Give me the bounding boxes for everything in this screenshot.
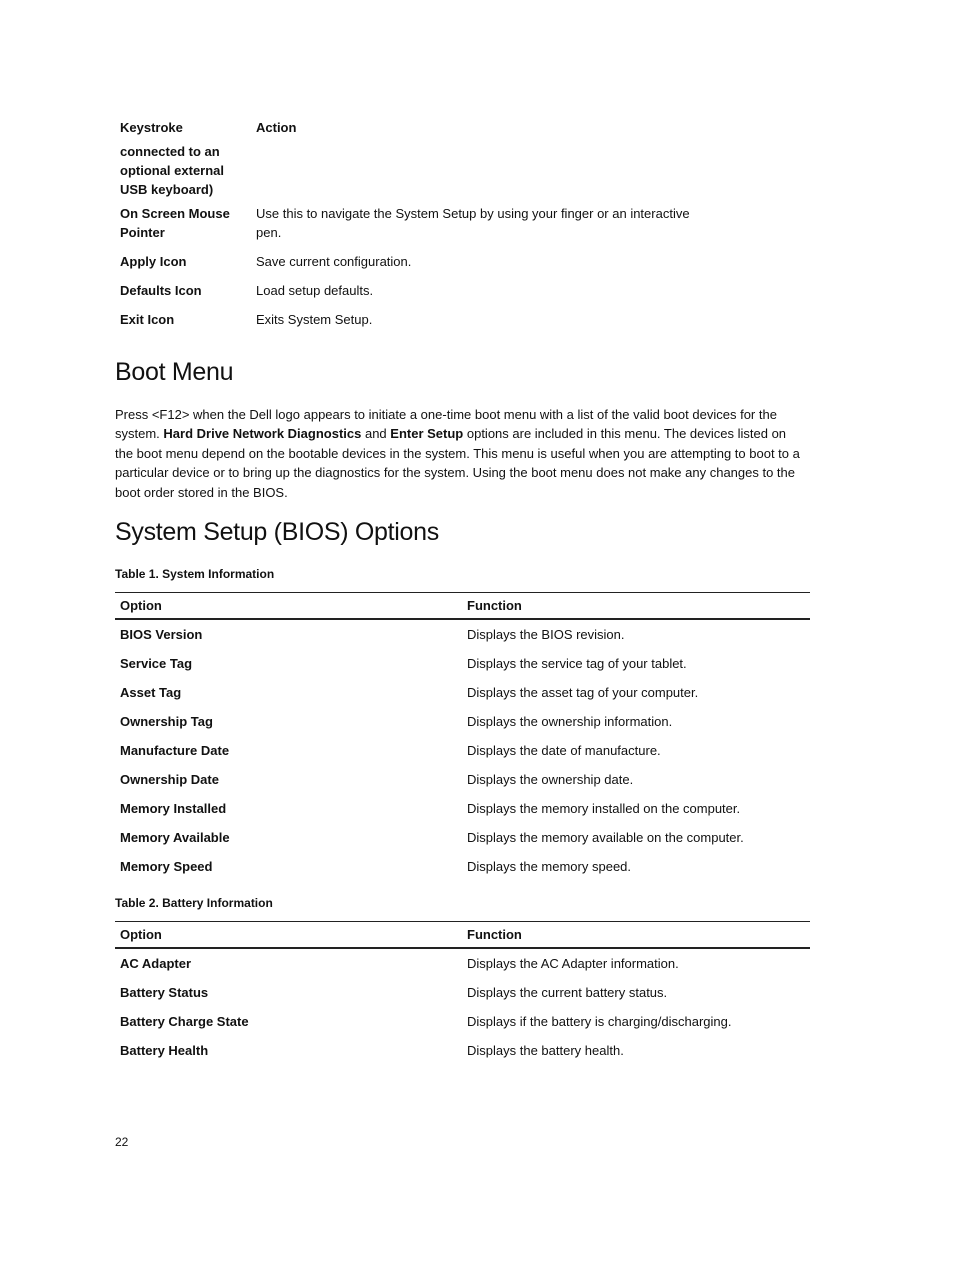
table-row (115, 649, 810, 678)
battery-information-table (115, 921, 810, 1065)
function-header: Function (462, 922, 810, 949)
table-row (115, 852, 810, 881)
keystroke-key: Defaults Icon (120, 283, 202, 298)
boot-bold-1: Hard Drive Network Diagnostics (163, 426, 362, 442)
table-row (115, 948, 810, 978)
boot-bold-2: Enter Setup (390, 426, 464, 442)
option-header: Option (115, 922, 462, 949)
function-cell: Displays the memory installed on the computer. (467, 801, 741, 816)
option-cell: Battery Status (120, 985, 209, 1000)
keystroke-key: Apply Icon (120, 254, 187, 269)
boot-text-3: options are included in this menu. The devices listed on the boot menu depend on the bootable devices in the system. This menu is useful when you are attempting to boot to a particular device or to bring up the diagnostics for the system. Using the boot menu does not make any changes to the boot order stored in the BIOS. (115, 426, 800, 500)
option-cell: Memory Available (120, 830, 230, 845)
function-cell: Displays if the battery is charging/discharging. (467, 1014, 732, 1029)
table-row (115, 707, 810, 736)
function-cell: Displays the memory speed. (467, 859, 632, 874)
option-cell: Memory Speed (120, 859, 213, 874)
keystroke-row (116, 305, 716, 334)
keystroke-row (116, 276, 716, 305)
option-cell: Service Tag (120, 656, 193, 671)
function-cell: Displays the current battery status. (467, 985, 668, 1000)
function-cell: Displays the date of manufacture. (467, 743, 661, 758)
table-row (115, 1036, 810, 1065)
table-row (115, 619, 810, 649)
action-header: Action (256, 120, 297, 135)
function-cell: Displays the BIOS revision. (467, 627, 625, 642)
keystroke-row (116, 247, 716, 276)
keystroke-continuation: connected to an optional external USB keyboard) (120, 144, 225, 197)
option-cell: Manufacture Date (120, 743, 230, 758)
setup-options-heading: System Setup (BIOS) Options (115, 518, 439, 546)
option-cell: Ownership Date (120, 772, 219, 787)
keystroke-header: Keystroke (120, 120, 183, 135)
table-row (115, 978, 810, 1007)
boot-text-1: Press <F12> when the Dell logo appears to initiate a one-time boot menu with a list of the valid boot devices for the system. (115, 407, 777, 442)
table1-caption: Table 1. System Information (115, 567, 275, 581)
table-row (115, 794, 810, 823)
option-cell: Asset Tag (120, 685, 182, 700)
table-row (115, 765, 810, 794)
option-header: Option (115, 593, 462, 620)
option-cell: Ownership Tag (120, 714, 213, 729)
keystroke-continuation-row (116, 142, 716, 199)
table-row (115, 736, 810, 765)
keystroke-row (116, 199, 716, 247)
keystroke-action: Load setup defaults. (256, 283, 374, 298)
function-cell: Displays the memory available on the computer. (467, 830, 744, 845)
option-cell: Memory Installed (120, 801, 227, 816)
page-number: 22 (115, 1135, 129, 1149)
table-row (115, 823, 810, 852)
table-row (115, 1007, 810, 1036)
system-information-table (115, 592, 810, 881)
function-cell: Displays the ownership information. (467, 714, 673, 729)
table-header-row (115, 922, 810, 949)
keystroke-action: Exits System Setup. (256, 312, 373, 327)
keystroke-key: Exit Icon (120, 312, 175, 327)
option-cell: AC Adapter (120, 956, 192, 971)
keystroke-table (116, 118, 716, 334)
function-header: Function (462, 593, 810, 620)
keystroke-key: On Screen Mouse Pointer (120, 206, 230, 240)
keystroke-action: Use this to navigate the System Setup by using your finger or an interactive pen. (256, 206, 690, 240)
keystroke-table-header (116, 118, 716, 142)
function-cell: Displays the ownership date. (467, 772, 634, 787)
function-cell: Displays the asset tag of your computer. (467, 685, 699, 700)
function-cell: Displays the AC Adapter information. (467, 956, 679, 971)
option-cell: BIOS Version (120, 627, 203, 642)
table2-caption: Table 2. Battery Information (115, 896, 273, 910)
boot-menu-paragraph (115, 405, 805, 502)
function-cell: Displays the battery health. (467, 1043, 624, 1058)
boot-text-2: and (361, 426, 391, 442)
table-header-row (115, 593, 810, 620)
boot-menu-heading: Boot Menu (115, 358, 234, 386)
option-cell: Battery Charge State (120, 1014, 249, 1029)
option-cell: Battery Health (120, 1043, 209, 1058)
keystroke-action: Save current configuration. (256, 254, 412, 269)
function-cell: Displays the service tag of your tablet. (467, 656, 687, 671)
table-row (115, 678, 810, 707)
